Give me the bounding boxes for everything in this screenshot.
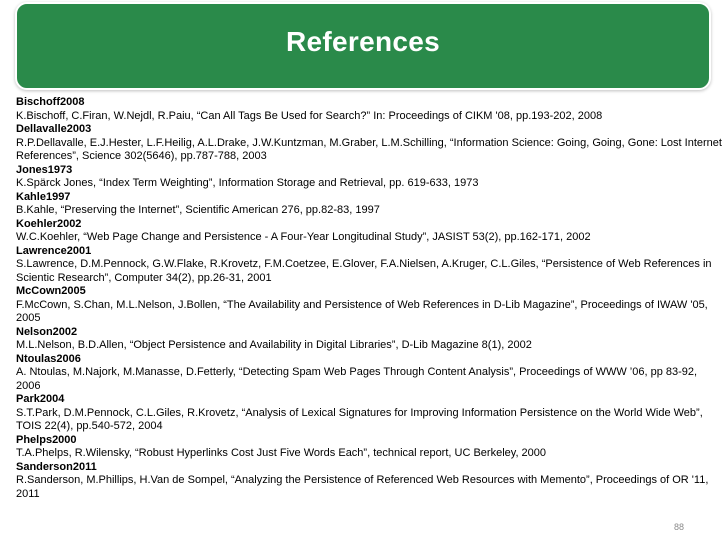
reference-text: K.Spärck Jones, “Index Term Weighting”, Information Storage and Retrieval, pp. 619-633, 1973 [16, 177, 479, 189]
reference-entry [16, 285, 722, 326]
reference-key: Jones1973 [16, 163, 73, 176]
reference-key: Ntoulas2006 [16, 352, 81, 365]
reference-text: R.Sanderson, M.Phillips, H.Van de Sompel, “Analyzing the Persistence of Referenced Web Resources with Memento”, Proceedings of OR '11, 2011 [16, 474, 709, 500]
reference-text: S.Lawrence, D.M.Pennock, G.W.Flake, R.Krovetz, F.M.Coetzee, E.Glover, F.A.Nielsen, A.Kruger, C.L.Giles, “Persistence of Web References in Scientic Research”, Computer 34(2), pp.26-31, 2001 [16, 258, 712, 284]
reference-text: W.C.Koehler, “Web Page Change and Persistence - A Four-Year Longitudinal Study”, JASIST 53(2), pp.162-171, 2002 [16, 231, 591, 243]
references-list [16, 96, 722, 501]
reference-key: Kahle1997 [16, 190, 71, 203]
reference-entry [16, 461, 722, 502]
reference-key: Park2004 [16, 393, 65, 405]
reference-text: K.Bischoff, C.Firan, W.Nejdl, R.Paiu, “Can All Tags Be Used for Search?” In: Proceedings of CIKM '08, pp.193-202, 2008 [16, 109, 603, 122]
reference-key: Bischoff2008 [16, 96, 85, 108]
reference-key: Koehler2002 [16, 217, 82, 230]
reference-entry [16, 164, 722, 191]
reference-key: Dellavalle2003 [16, 123, 92, 135]
reference-text: R.P.Dellavalle, E.J.Hester, L.F.Heilig, A.L.Drake, J.W.Kuntzman, M.Graber, L.M.Schilling, “Information Science: Going, Going, Gone: Lost Internet References”, Science 302(5646), pp.787-788, 2003 [16, 136, 722, 162]
reference-entry [16, 326, 722, 353]
reference-text: F.McCown, S.Chan, M.L.Nelson, J.Bollen, “The Availability and Persistence of Web References in D-Lib Magazine”, Proceedings of IWAW '05, 2005 [16, 298, 708, 324]
slide-title: References [286, 26, 440, 57]
reference-entry [16, 245, 722, 286]
reference-text: M.L.Nelson, B.D.Allen, “Object Persistence and Availability in Digital Libraries”, D-Lib Magazine 8(1), 2002 [16, 339, 532, 351]
reference-key: McCown2005 [16, 285, 86, 297]
reference-entry [16, 96, 722, 123]
title-banner [15, 2, 711, 90]
reference-entry [16, 191, 722, 218]
reference-text: T.A.Phelps, R.Wilensky, “Robust Hyperlinks Cost Just Five Words Each”, technical report, UC Berkeley, 2000 [16, 447, 547, 459]
reference-key: Phelps2000 [16, 433, 77, 446]
page-number: 88 [673, 522, 684, 532]
reference-key: Lawrence2001 [16, 244, 92, 257]
reference-entry [16, 123, 722, 164]
reference-entry [16, 434, 722, 461]
reference-text: A. Ntoulas, M.Najork, M.Manasse, D.Fetterly, “Detecting Spam Web Pages Through Content Analysis”, Proceedings of WWW ’06, pp 83-92, 2006 [16, 366, 698, 392]
reference-key: Nelson2002 [16, 325, 78, 338]
reference-entry [16, 393, 722, 434]
reference-entry [16, 218, 722, 245]
reference-entry [16, 353, 722, 394]
reference-text: B.Kahle, “Preserving the Internet”, Scientific American 276, pp.82-83, 1997 [16, 204, 380, 216]
reference-text: S.T.Park, D.M.Pennock, C.L.Giles, R.Krovetz, “Analysis of Lexical Signatures for Improving Information Persistence on the World Wide Web”, TOIS 22(4), pp.540-572, 2004 [16, 406, 703, 432]
reference-key: Sanderson2011 [16, 460, 97, 473]
